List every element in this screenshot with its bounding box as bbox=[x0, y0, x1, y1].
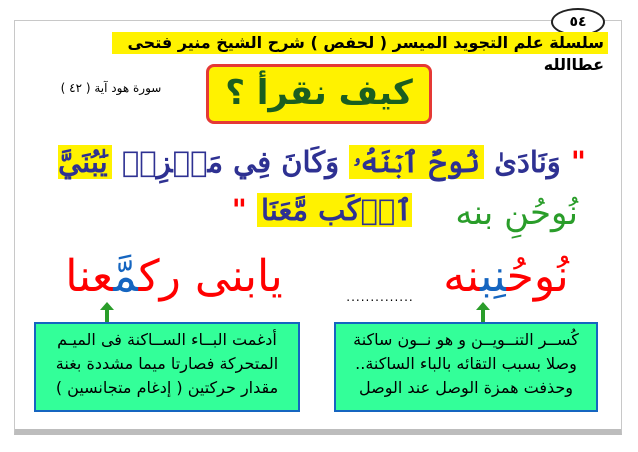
written-example-right bbox=[416, 248, 596, 306]
written-right-part1: نُوحُ bbox=[506, 251, 569, 302]
note-box-left: أدغمت البــاء الســاكنة فى الميـم المتحركة فصارتا ميما مشددة بغنة مقدار حركتين ( إدغام متجانسين ) bbox=[34, 322, 300, 412]
written-right-part2: نه bbox=[443, 251, 481, 302]
ayah-part-3: وَكَانَ فِي مَعۡزِلٖ bbox=[121, 145, 340, 179]
dotted-separator: .............. bbox=[346, 290, 414, 304]
ayah-part-1: وَنَادَىٰ bbox=[494, 145, 561, 179]
surah-reference: سورة هود آية ( ٤٢ ) bbox=[60, 81, 162, 95]
arrow-up-right-icon bbox=[476, 302, 490, 322]
written-example-left bbox=[36, 248, 312, 306]
written-right-emphasis: نِب bbox=[480, 251, 507, 302]
close-quote: " bbox=[231, 193, 247, 227]
ayah-highlight-2: يَٰبُنَيَّ ٱرۡكَب مَّعَنَا bbox=[58, 145, 413, 227]
open-quote: " bbox=[570, 145, 586, 179]
series-title: سلسلة علم التجويد الميسر ( لحفص ) شرح الشيخ منير فتحى عطاالله bbox=[112, 32, 608, 54]
main-question: كيف نقرأ ؟ bbox=[206, 64, 432, 124]
note-box-right: كُســر التنــويــن و هو نــون ساكنة وصلا بسبب التقائه بالباء الساكنة.. وحذفت همزة الوصل عند الوصل bbox=[334, 322, 598, 412]
arrow-up-left-icon bbox=[100, 302, 114, 322]
written-left-emphasis: مَّ bbox=[113, 251, 139, 302]
written-left-part2: عنا bbox=[65, 251, 114, 302]
pronunciation: نُوحُنِ بنه bbox=[455, 193, 578, 233]
page-number: ٥٤ bbox=[551, 8, 605, 36]
ayah-highlight-1: نُوحٌ ٱبۡنَهُۥ bbox=[349, 145, 484, 179]
written-left-part1: يابنى رك bbox=[138, 251, 283, 302]
